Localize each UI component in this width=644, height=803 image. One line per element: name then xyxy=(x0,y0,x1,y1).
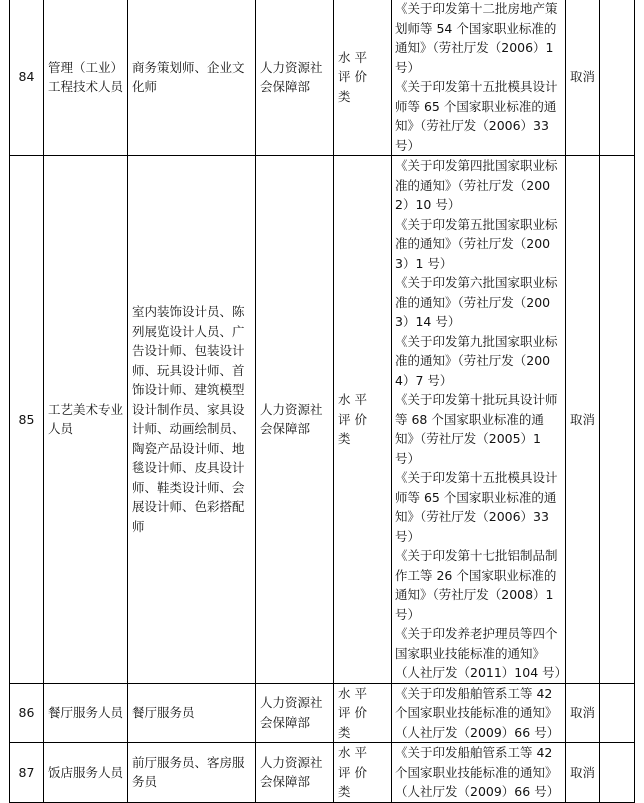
row-number: 87 xyxy=(10,743,44,803)
occupations-cell: 商务策划师、企业文化师 xyxy=(128,0,256,156)
evaluation-type-cell: 水平评价类 xyxy=(334,683,392,743)
department-cell: 人力资源社会保障部 xyxy=(256,0,334,156)
document-reference: 《关于印发第十批玩具设计师等 68 个国家职业标准的通知》（劳社厅发（2005）1 号） xyxy=(395,392,558,466)
action-cell: 取消 xyxy=(566,0,600,156)
action-cell: 取消 xyxy=(566,156,600,684)
occupations-cell: 前厅服务员、客房服务员 xyxy=(128,743,256,803)
document-reference: 《关于印发第十五批模具设计师等 65 个国家职业标准的通知》（劳社厅发（2006）33 号） xyxy=(395,79,558,153)
note-cell xyxy=(600,743,635,803)
category-cell: 餐厅服务人员 xyxy=(44,683,128,743)
document-reference: 《关于印发船舶管系工等 42 个国家职业技能标准的通知》（人社厅发（2009）66 号） xyxy=(395,745,560,799)
documents-cell xyxy=(392,683,566,743)
category-cell: 工艺美术专业人员 xyxy=(44,156,128,684)
evaluation-type-cell: 水平评价类 xyxy=(334,0,392,156)
documents-cell xyxy=(392,156,566,684)
department-cell: 人力资源社会保障部 xyxy=(256,743,334,803)
row-number: 86 xyxy=(10,683,44,743)
row-number: 84 xyxy=(10,0,44,156)
document-reference: 《关于印发第五批国家职业标准的通知》（劳社厅发（2003）1 号） xyxy=(395,216,558,271)
note-cell xyxy=(600,0,635,156)
document-reference: 《关于印发第十二批房地产策划师等 54 个国家职业标准的通知》（劳社厅发（2006）1 号） xyxy=(395,1,558,75)
occupations-cell: 室内装饰设计员、陈列展览设计人员、广告设计师、包装设计师、玩具设计师、首饰设计师、建筑模型设计制作员、家具设计师、动画绘制员、陶瓷产品设计师、地毯设计师、皮具设计师、鞋类设计师、会展设计师、色彩搭配师 xyxy=(128,156,256,684)
document-reference: 《关于印发第六批国家职业标准的通知》（劳社厅发（2003）14 号） xyxy=(395,275,558,329)
note-cell xyxy=(600,683,635,743)
documents-cell xyxy=(392,743,566,803)
documents-cell xyxy=(392,0,566,156)
action-cell: 取消 xyxy=(566,743,600,803)
category-cell: 管理（工业）工程技术人员 xyxy=(44,0,128,156)
category-cell: 饭店服务人员 xyxy=(44,743,128,803)
table-row xyxy=(10,683,635,743)
occupation-table xyxy=(9,0,635,803)
occupations-cell: 餐厅服务员 xyxy=(128,683,256,743)
table-row xyxy=(10,743,635,803)
document-reference: 《关于印发养老护理员等四个国家职业技能标准的通知》（人社厅发（2011）104 号） xyxy=(395,626,568,680)
department-cell: 人力资源社会保障部 xyxy=(256,156,334,684)
note-cell xyxy=(600,156,635,684)
document-reference: 《关于印发第九批国家职业标准的通知》（劳社厅发（2004）7 号） xyxy=(395,333,558,388)
document-reference: 《关于印发第十五批模具设计师等 65 个国家职业标准的通知》（劳社厅发（2006）33 号） xyxy=(395,470,558,544)
department-cell: 人力资源社会保障部 xyxy=(256,683,334,743)
row-number: 85 xyxy=(10,156,44,684)
document-reference: 《关于印发船舶管系工等 42 个国家职业技能标准的通知》（人社厅发（2009）66 号） xyxy=(395,685,560,740)
table-row xyxy=(10,0,635,156)
action-cell: 取消 xyxy=(566,683,600,743)
evaluation-type-cell: 水平评价类 xyxy=(334,743,392,803)
document-reference: 《关于印发第十七批铝制品制作工等 26 个国家职业标准的通知》（劳社厅发（2008）1 号） xyxy=(395,548,558,622)
evaluation-type-cell: 水平评价类 xyxy=(334,156,392,684)
document-reference: 《关于印发第四批国家职业标准的通知》（劳社厅发（2002）10 号） xyxy=(395,158,558,212)
table-row xyxy=(10,156,635,684)
